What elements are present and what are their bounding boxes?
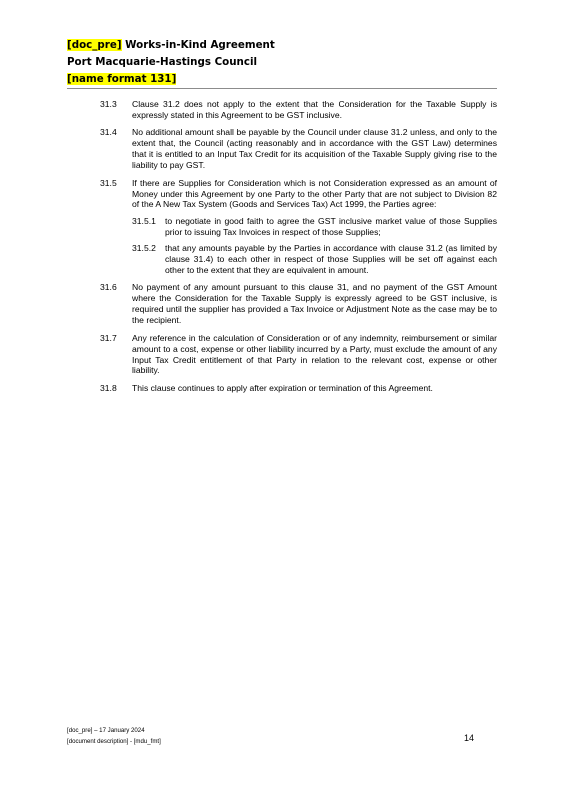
clause-text: No payment of any amount pursuant to this clause 31, and no payment of the GST Amount where the Consideration for the Taxable Supply is expressly agreed to be GST inclusive, is required until the supplier has provided a Tax Invoice or Adjustment Note as the case may be to the recipient. [132, 282, 497, 326]
agreement-title: Works-in-Kind Agreement [121, 39, 275, 51]
clause-text: Any reference in the calculation of Consideration or of any indemnity, reimbursement or similar amount to a cost, expense or other liability incurred by a Party, must exclude the amount of any Input Tax Credit entitlement of that Party in relation to the relevant cost, expense or other liability. [132, 332, 497, 376]
clause-number: 31.7 [100, 332, 117, 343]
council-name: Port Macquarie-Hastings Council [67, 56, 258, 68]
clause-31-3 [100, 99, 497, 121]
subclause-text: to negotiate in good faith to agree the GST inclusive market value of those Supplies prior to issuing Tax Invoices in respect of those Supplies; [165, 215, 497, 237]
footer-description-line: [document description] - [mdu_fmt] [67, 738, 161, 745]
page-number: 14 [464, 733, 475, 743]
header-title [67, 37, 497, 54]
clause-body [132, 178, 497, 276]
clause-number: 31.3 [100, 99, 117, 109]
clause-31-8 [100, 383, 497, 394]
clause-text: No additional amount shall be payable by the Council under clause 31.2 unless, and only to the extent that, the Council (acting reasonably and in accordance with the GST Law) determines that it is entitled to an Input Tax Credit for its acquisition of the Taxable Supply giving rise to the liability to pay GST. [132, 127, 497, 171]
subclause-number: 31.5.2 [132, 243, 156, 254]
clause-31-5 [100, 178, 497, 276]
clause-number: 31.4 [100, 127, 117, 138]
clause-text: If there are Supplies for Consideration which is not Consideration expressed as an amount of Money under this Agreement by one Party to the other Party that are not subject to Division 82 of the A New Tax System (Goods and Services Tax) Act 1999, the Parties agree: [132, 177, 497, 210]
subclause-number: 31.5.1 [132, 215, 156, 226]
clause-31-6 [100, 282, 497, 326]
page-header [67, 37, 497, 89]
doc-prefix-placeholder: [doc_pre] [67, 39, 122, 51]
clause-number: 31.8 [100, 382, 117, 393]
clause-list [100, 99, 497, 400]
header-rule [67, 88, 497, 89]
page-footer [67, 725, 161, 747]
clause-number: 31.6 [100, 282, 117, 293]
clause-31-7 [100, 333, 497, 377]
subclause-31-5-1 [132, 216, 497, 238]
clause-text: Clause 31.2 does not apply to the extent that the Consideration for the Taxable Supply is expressly stated in this Agreement to be GST inclusive. [132, 99, 497, 120]
name-format-placeholder: [name format 131] [67, 73, 177, 85]
clause-number: 31.5 [100, 177, 117, 188]
footer-date-line: [doc_pre] – 17 January 2024 [67, 727, 145, 734]
clause-31-4 [100, 127, 497, 171]
name-format-line [67, 71, 497, 88]
subclause-text: that any amounts payable by the Parties in accordance with clause 31.2 (as limited by clause 31.4) to each other in respect of those Supplies will be set off against each other to the extent that they are equivalent in amount. [165, 243, 497, 275]
subclause-31-5-2 [132, 243, 497, 276]
clause-text: This clause continues to apply after expiration or termination of this Agreement. [132, 382, 433, 393]
